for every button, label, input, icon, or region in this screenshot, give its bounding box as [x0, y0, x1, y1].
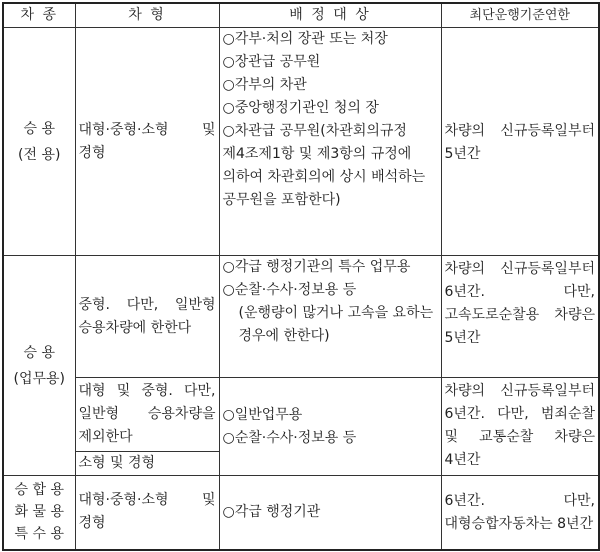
vehicle-form-cell: 중형. 다만, 일반형 승용차량에 한한다	[75, 256, 219, 378]
vehicle-type-line: 특 수 용	[14, 526, 64, 543]
target-item: ○순찰·수사·정보용 등	[222, 429, 357, 446]
target-note: (운행량이 많거나 고속을 요하는 경우에 한한다)	[238, 305, 434, 344]
header-min-service-period: 최단운행기준연한	[441, 3, 599, 28]
allocation-target-cell	[219, 28, 441, 256]
header-vehicle-form: 차 형	[75, 3, 219, 28]
target-item: ○각부·처의 장관 또는 처장	[222, 31, 388, 47]
table-row	[3, 476, 599, 550]
table-row	[3, 28, 599, 256]
target-item: ○차관급 공무원(차관회의규정 제4조제1항 및 제3항의 규정에 의하여 차관회의에 상시 배석하는 공무원을 포함한다)	[222, 123, 426, 208]
target-item: ○일반업무용	[222, 406, 303, 423]
header-vehicle-type: 차 종	[3, 3, 75, 28]
header-allocation-target: 배 정 대 상	[219, 3, 441, 28]
vehicle-type-cell	[3, 476, 75, 550]
vehicle-type-cell	[3, 256, 75, 476]
vehicle-form-cell: 소형 및 경형	[75, 452, 219, 476]
table-row	[3, 378, 599, 452]
target-item: ○장관급 공무원	[222, 54, 321, 70]
target-item: ○각급 행정기관의 특수 업무용	[222, 259, 411, 275]
allocation-target-cell	[219, 256, 441, 378]
target-item: ○각급 행정기관	[222, 503, 321, 520]
vehicle-form-cell: 대형 및 중형. 다만, 일반형 승용차량을 제외한다	[75, 378, 219, 452]
header-row	[3, 3, 599, 28]
allocation-target-cell	[219, 378, 441, 476]
vehicle-type-line: 승 합 용	[14, 482, 64, 499]
vehicle-allocation-table	[2, 2, 600, 551]
allocation-target-cell	[219, 476, 441, 550]
vehicle-type-line: 승 용	[23, 120, 55, 137]
service-period-cell: 6년간. 다만, 대형승합자동차는 8년간	[441, 476, 599, 550]
target-item: ○중앙행정기관인 청의 장	[222, 100, 379, 116]
vehicle-type-line: (전 용)	[18, 146, 61, 163]
service-period-cell: 차량의 신규등록일부터 5년간	[441, 28, 599, 256]
vehicle-form-cell: 대형·중형·소형 및 경형	[75, 28, 219, 256]
vehicle-form-cell: 대형·중형·소형 및 경형	[75, 476, 219, 550]
service-period-cell: 차량의 신규등록일부터 6년간. 다만, 범죄순찰 및 교통순찰 차량은 4년간	[441, 378, 599, 476]
target-item: ○순찰·수사·정보용 등	[222, 282, 357, 298]
vehicle-type-line: 승 용	[23, 344, 55, 361]
table-row	[3, 256, 599, 378]
service-period-cell: 차량의 신규등록일부터 6년간. 다만, 고속도로순찰용 차량은 5년간	[441, 256, 599, 378]
vehicle-type-line: (업무용)	[13, 370, 65, 387]
vehicle-type-cell	[3, 28, 75, 256]
vehicle-type-line: 화 물 용	[14, 504, 64, 521]
target-item: ○각부의 차관	[222, 77, 307, 93]
